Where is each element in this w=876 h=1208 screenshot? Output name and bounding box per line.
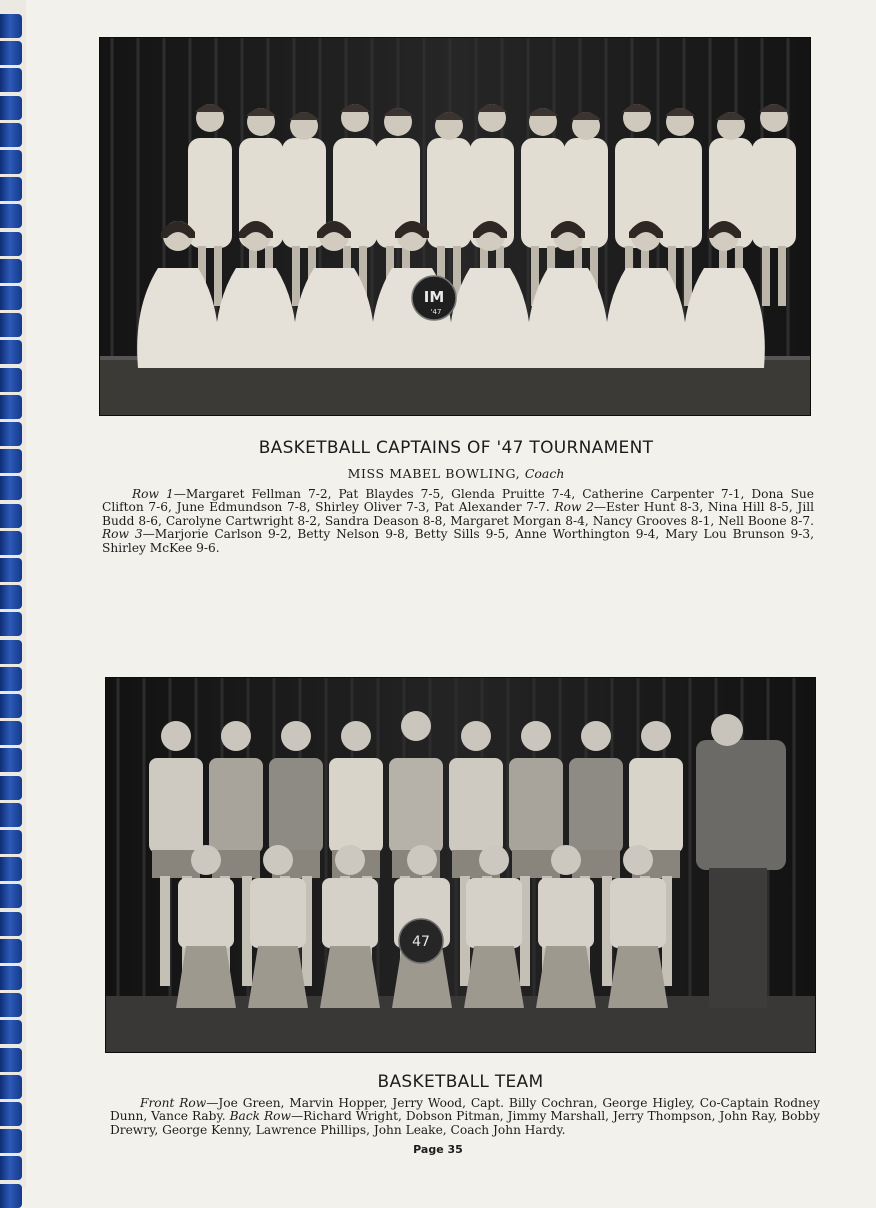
row3-label: Row 3 — [102, 527, 143, 542]
binding-coil — [0, 14, 22, 38]
binding-coil — [0, 585, 22, 609]
binding-coil — [0, 123, 22, 147]
binding-coil — [0, 531, 22, 555]
binding-coil — [0, 939, 22, 963]
binding-coil — [0, 558, 22, 582]
binding-coil — [0, 313, 22, 337]
binding-coil — [0, 993, 22, 1017]
binding-coil — [0, 966, 22, 990]
row2-label: Row 2 — [554, 500, 594, 515]
binding-coil — [0, 1102, 22, 1126]
binding-coil — [0, 422, 22, 446]
row1-text: —Margaret Fellman 7-2, Pat Blaydes 7-5, Glenda Pruitte 7-4, Catherine Carpenter 7-1, Dona Sue Clifton 7-6, June Edmundson 7-8, Shirley Oliver 7-3, Pat Alexander 7-7. — [102, 487, 814, 515]
binding-coil — [0, 884, 22, 908]
binding-coil — [0, 803, 22, 827]
binding-coil — [0, 612, 22, 636]
team-basketball — [399, 919, 443, 963]
team-caption — [110, 1097, 820, 1137]
captains-caption — [102, 488, 814, 555]
binding-coil — [0, 640, 22, 664]
coach-line — [100, 466, 812, 481]
coach-name: MISS MABEL BOWLING, — [347, 466, 521, 481]
binding-coil — [0, 667, 22, 691]
binding-coil — [0, 1020, 22, 1044]
captains-photo — [100, 38, 810, 415]
binding-coil — [0, 150, 22, 174]
row3-text: —Marjorie Carlson 9-2, Betty Nelson 9-8, Betty Sills 9-5, Anne Worthington 9-4, Mary Lou Brunson 9-3, Shirley McKee 9-6. — [102, 527, 814, 555]
binding-coil — [0, 857, 22, 881]
binding-coil — [0, 286, 22, 310]
binding-coil — [0, 694, 22, 718]
back-row-label: Back Row — [229, 1109, 291, 1124]
ball-label-top: IM — [423, 288, 445, 306]
binding-coil — [0, 721, 22, 745]
row1-label: Row 1 — [132, 487, 174, 501]
spiral-binding — [0, 0, 26, 1188]
basketball — [412, 276, 456, 320]
binding-coil — [0, 41, 22, 65]
binding-coil — [0, 504, 22, 528]
binding-coil — [0, 204, 22, 228]
binding-coil — [0, 1184, 22, 1208]
binding-coil — [0, 340, 22, 364]
binding-coil — [0, 912, 22, 936]
binding-coil — [0, 748, 22, 772]
binding-coil — [0, 1048, 22, 1072]
binding-coil — [0, 96, 22, 120]
binding-coil — [0, 259, 22, 283]
binding-coil — [0, 830, 22, 854]
team-ball-label: 47 — [412, 934, 430, 950]
binding-coil — [0, 1156, 22, 1180]
binding-coil — [0, 776, 22, 800]
binding-coil — [0, 232, 22, 256]
binding-coil — [0, 449, 22, 473]
binding-coil — [0, 1075, 22, 1099]
row2-text: —Ester Hunt 8-3, Nina Hill 8-5, Jill Budd 8-6, Carolyne Cartwright 8-2, Sandra Deason 8-8, Margaret Morgan 8-4, Nancy Grooves 8-1, Nell Boone 8-7. — [102, 500, 815, 528]
back-row-text: —Richard Wright, Dobson Pitman, Jimmy Marshall, Jerry Thompson, John Ray, Bobby Drewry, George Kenny, Lawrence Phillips, John Leake, Coach John Hardy. — [110, 1109, 820, 1137]
binding-coil — [0, 395, 22, 419]
binding-coil — [0, 177, 22, 201]
ball-label-bottom: '47 — [430, 308, 442, 316]
binding-coil — [0, 476, 22, 500]
binding-coil — [0, 68, 22, 92]
coach-role: Coach — [524, 466, 565, 481]
front-row-text: —Joe Green, Marvin Hopper, Jerry Wood, Capt. Billy Cochran, George Higley, Co-Captain Rodney Dunn, Vance Raby. — [110, 1096, 821, 1124]
front-row-label: Front Row — [140, 1096, 207, 1110]
team-photo — [106, 678, 815, 1052]
page-number: Page 35 — [413, 1143, 463, 1156]
captains-title: BASKETBALL CAPTAINS OF '47 TOURNAMENT — [258, 438, 654, 458]
binding-coil — [0, 368, 22, 392]
team-title: BASKETBALL TEAM — [377, 1072, 544, 1092]
